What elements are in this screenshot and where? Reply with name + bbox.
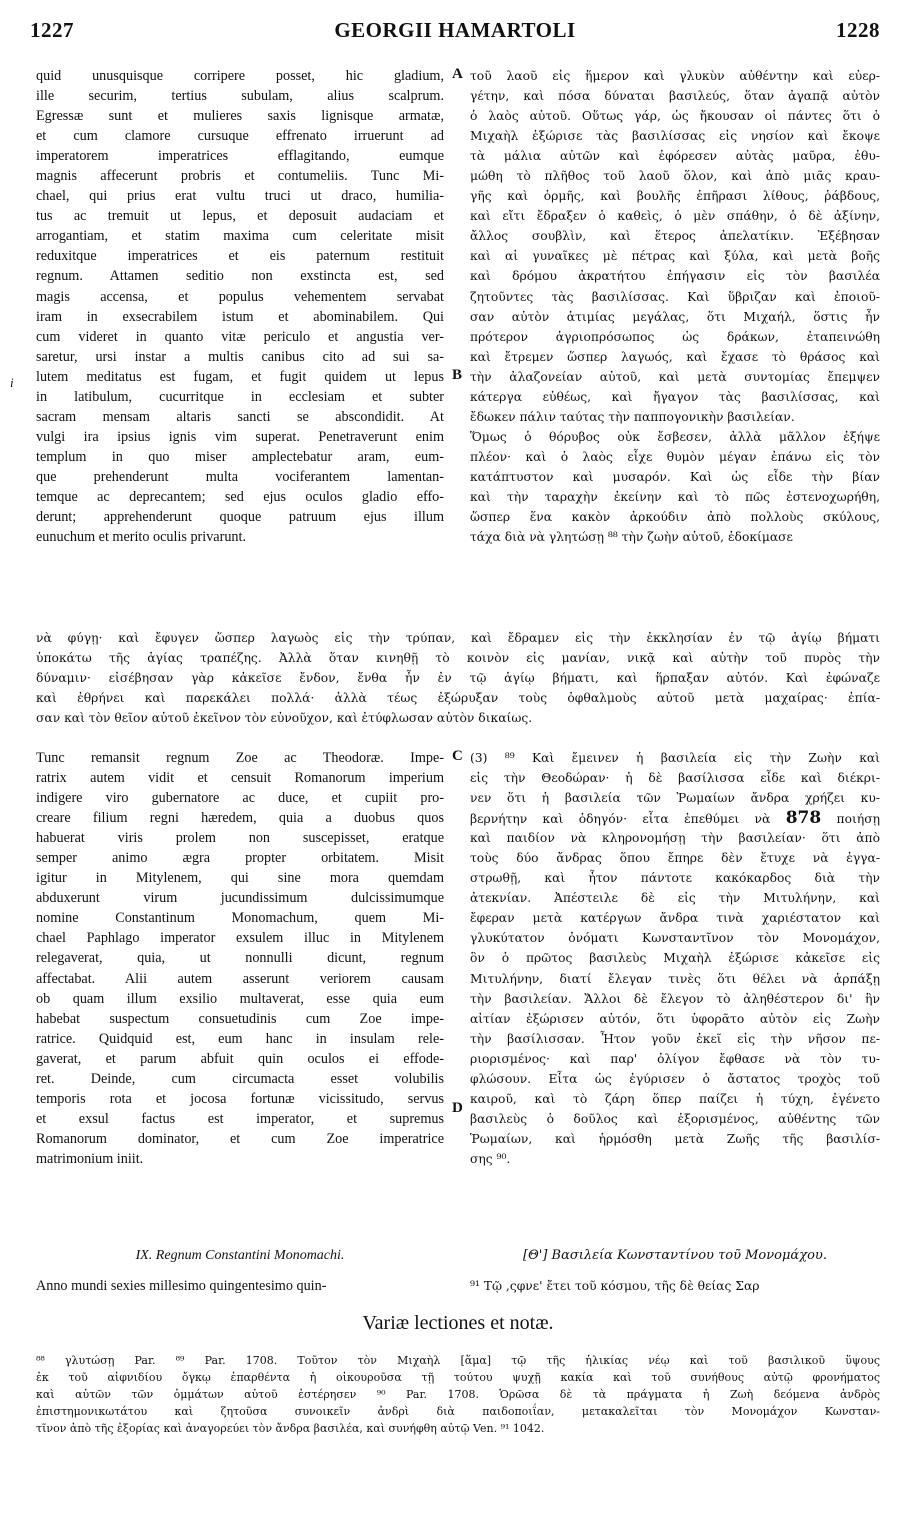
text-line: indigere viro gubernatore ac duce, et cupiit pro-	[36, 790, 444, 807]
latin-section-heading: IX. Regnum Constantini Monomachi.	[135, 1248, 345, 1263]
text-line: sacram mensam altaris sancti se abscondidit. At	[36, 408, 444, 425]
text-line: αἰτίαν ἐξώρισεν αὐτόν, ὅτι ὑφορᾶτο αὐτὸν εἰς Ζωὴν	[470, 1011, 880, 1026]
text-line: πρότερον ἀγριοπρόσωπος ὡς δράκων, ἐταπεινώθη	[470, 329, 880, 344]
text-line: γέτην, καὶ πόσα δύναται βασιλεύς, ὅταν ἀγαπᾷ αὐτὸν	[470, 89, 880, 104]
text-line: βερνήτην καὶ ὁδηγόν· εἶτα ἐπεθύμει νὰ 878 ποιήσῃ	[470, 808, 880, 829]
text-line: abduxerunt virum jucundissimum dulcissimumque	[36, 890, 444, 907]
text-line: ratrice. Quidquid est, eum hanc in insulam rele-	[36, 1030, 444, 1047]
text-line: καιροῦ, καὶ τὸ ζάρη ὅπερ παίζει ἡ τύχη, ἐγένετο	[470, 1091, 880, 1106]
text-line: ἐκ τοῦ αἰφνιδίου ὄγκῳ ἐπαρθέντα ἡ οἰκουροῦσα τῇ τούτου ψυχῇ κακία καὶ τοῦ συνήθους αὐτῷ φρονήματος	[36, 1371, 880, 1384]
text-line: τῖνον ἀπὸ τῆς ἐξορίας καὶ ἀναγορεύει τὸν ἄνδρα βασιλέα, καὶ συνήφθη αὐτῷ Ven. ⁹¹ 1042.	[36, 1422, 545, 1435]
text-line: semper animo ægra propter orbitatem. Misit	[36, 850, 444, 867]
text-line: τὴν βασίλισσαν. Ἦτον γοῦν ἐκεῖ εἰς τὴν νῆσον πε-	[470, 1031, 880, 1046]
inline-page-number: 878	[785, 808, 822, 829]
page-number-left: 1227	[30, 18, 74, 42]
text-line: ἄλλος σουβλὶν, καὶ ἕτερος ἀπελατίκιν. Ἐξέβησαν	[470, 229, 880, 244]
text-line: derunt; apprehenderunt quoque patruum ejus illum	[36, 509, 444, 526]
text-line: ⁸⁸ γλυτώσῃ Par. ⁸⁹ Par. 1708. Τοῦτον τὸν Μιχαὴλ [ἅμα] τῷ τῆς ἡλικίας νέῳ καὶ τοῦ βασιλικοῦ ὕψους	[36, 1354, 880, 1367]
text-line: τὰ μάλια αὐτῶν καὶ ἐφόρεσεν αὐτὰς μαῦρα, ἐθυ-	[470, 149, 880, 164]
margin-gloss: i	[10, 375, 14, 390]
inline-tail-text: ποιήσῃ	[821, 812, 880, 827]
greek-section-first-line	[470, 1276, 880, 1296]
margin-letter-c: C	[452, 748, 463, 764]
text-line: Μιχαὴλ ἐξώρισε τὰς βασιλίσσας εἰς νησίον καὶ ἔκοψε	[470, 129, 880, 144]
text-line: et exsul factus est imperator, et supremus	[36, 1110, 444, 1127]
text-line: καὶ τὴν ταραχὴν ἐκείνην καὶ τὸ πῶς ἐστενοχωρήθη,	[470, 489, 880, 504]
text-line: βασιλεὺς ὁ δοῦλος καὶ ἐξορισμένος, αὐθέντης τῶν	[470, 1111, 880, 1126]
text-line: quid unusquisque corripere posset, hic gladium,	[36, 68, 444, 84]
text-line: φλώσουν. Εἶτα ὡς ἐγύρισεν ὁ ἄστατος τροχὸς τοῦ	[470, 1071, 880, 1086]
text-line: γλυκύτατον ὀνόματι Κωνσταντῖνον τὸν Μονομάχον,	[470, 931, 880, 946]
text-line: vulgi ira ipsius ignis vim superat. Penetraverunt enim	[36, 428, 444, 445]
text-line: eunuchum et merito oculis privarunt.	[36, 529, 246, 546]
text-line: ὁ λαὸς αὐτοῦ. Οὕτως γάρ, ὡς ἤκουσαν οἱ πάντες ὅτι ὁ	[470, 109, 880, 124]
text-line: γῆς καὶ ὁρμῆς, καὶ βουλῆς ἐπῆρασι λίθους, ῥάβδους,	[470, 189, 880, 204]
text-line: Tunc remansit regnum Zoe ac Theodoræ. Impe-	[36, 750, 444, 766]
text-line: habebat suspectum consuetudinis cum Zoe impe-	[36, 1010, 444, 1027]
text-line: μώθη τὸ πλῆθος τοῦ λαοῦ ὅλον, καὶ ἀπὸ μιᾶς κραυ-	[470, 169, 880, 184]
running-title: GEORGII HAMARTOLI	[334, 18, 576, 42]
text-line: ratrix autem vidit et censuit Romanorum imperium	[36, 770, 444, 787]
text-line: imperatorem imperatrices efflagitando, eumque	[36, 148, 444, 165]
text-line: ille securim, tertius subulam, alius scalprum.	[36, 88, 444, 105]
text-line: Egressæ sunt et mulieres saxis lignisque armatæ,	[36, 108, 444, 125]
text-line: ὑποκάτω τῆς ἁγίας τραπέζης. Ἀλλὰ ὅταν κινηθῇ τὸ κοινὸν εἰς μανίαν, νικᾷ καὶ αὐτὴν τοῦ πυρὸς τὴν	[36, 651, 880, 666]
text-line: saretur, ursi instar a multis canibus cito ad sui sa-	[36, 348, 444, 365]
text-line: νὰ φύγῃ· καὶ ἔφυγεν ὥσπερ λαγωὸς εἰς τὴν τρύπαν, καὶ ἔδραμεν εἰς τὴν ἐκκλησίαν ἐν τῷ ἁγίῳ βήματι	[36, 631, 880, 645]
text-line: καὶ ἔτρεμεν ὥσπερ λαγωός, καὶ ἔχασε τὸ θράσος καὶ	[470, 349, 880, 364]
text-line: ret. Deinde, cum circumacta esset volubilis	[36, 1070, 444, 1087]
text-line: iram in exsecrabilem istum et abominabilem. Qui	[36, 308, 444, 325]
text-line: εἰς τὴν Θεοδώραν· ἡ δὲ βασίλισσα εἶδε καὶ διέκρι-	[470, 771, 880, 786]
greek-first-line-text: ⁹¹ Τῷ ,ςφνε' ἔτει τοῦ κόσμου, τῆς δὲ θείας Σαρ	[470, 1279, 760, 1293]
text-line: καὶ αἱ γυναῖκες μὲ πέτρας καὶ ξύλα, καὶ μετὰ βοῆς	[470, 249, 880, 264]
text-line: habuerat viris prolem non suscepisset, eratque	[36, 830, 444, 847]
latin-column-bottom	[36, 748, 444, 1169]
text-line: Μιτυλήνην, διατί ἔλεγαν τινὲς ὅτι θέλει νὰ ἁρπάξῃ	[470, 971, 880, 986]
variant-notes	[36, 1352, 880, 1437]
text-line: matrimonium iniit.	[36, 1150, 144, 1167]
text-line: in latibulum, cucurritque in ecclesiam et subter	[36, 388, 444, 405]
text-line: ἀτεκνίαν. Ἀπέστειλε δὲ εἰς τὴν Μιτυλήνην, καὶ	[470, 891, 880, 906]
margin-letter-d: D	[452, 1100, 463, 1116]
text-line: que prehenderunt multa vociferantem lamentan-	[36, 468, 444, 485]
text-line: chael, qui prius erat vultu truci ut draco, humilia-	[36, 188, 444, 205]
text-line: templum in quo miser amplectebatur aram, eum-	[36, 448, 444, 465]
text-line: Romanorum dominator, et cum Zoe imperatrice	[36, 1130, 444, 1147]
text-line: καὶ εἴτι ἔδραξεν ὁ καθεὶς, ὁ μὲν σπάθην, ὁ δὲ ἀξίνην,	[470, 209, 880, 224]
text-line: νεν ὅτι ἡ βασιλεία τῶν Ῥωμαίων ἄνδρα χρήζει κυ-	[470, 791, 880, 806]
text-line: καὶ αὐτῶν τῶν ὀμμάτων αὐτοῦ ἐστέρησεν ⁹⁰ Par. 1708. Ὁρῶσα δὲ τὰ πράγματα ἡ Ζωὴ δεόμενα ἀνδρὸς	[36, 1388, 880, 1401]
text-line: chael Paphlago imperator exsulem illuc in Mitylenem	[36, 930, 444, 947]
text-line: σαν καὶ τὸν θεῖον αὐτοῦ ἐκεῖνον τὸν εὐνοῦχον, καὶ ἐτύφλωσαν αὐτὸν δικαίως.	[36, 711, 533, 726]
text-line: σαν αὐτὸν ἀτιμίας μεγάλας, ὅτι Μιχαήλ, ὅστις ἦν	[470, 309, 880, 324]
text-line: τάχα διὰ νὰ γλητώσῃ ⁸⁸ τὴν ζωὴν αὐτοῦ, ἐδοκίμασε	[470, 530, 793, 545]
text-line: ζητοῦντες τὰς βασιλίσσας. Καὶ ὕβριζαν καὶ ἐποιοῦ-	[470, 289, 880, 304]
text-line: lutem meditatus est fugam, et fugit quidem ut lepus	[36, 368, 444, 385]
latin-column-top	[36, 66, 444, 547]
text-line: καὶ παιδίον νὰ κληρονομήσῃ τὴν βασιλείαν· ὅτι ἀπὸ	[470, 831, 880, 846]
latin-section-first-line	[36, 1276, 444, 1296]
text-line: τοῦ λαοῦ εἰς ἥμερον καὶ γλυκὺν αὐθέντην καὶ εὐερ-	[470, 69, 880, 83]
text-line: arrogantiam, et statim maxima cum celeritate misit	[36, 228, 444, 245]
text-line: affectabat. Alii autem asserunt veriorem causam	[36, 970, 444, 987]
text-line: ἔδωκεν πάλιν ταύτας τὴν παππογονικὴν βασιλείαν.	[470, 409, 795, 424]
text-line: τὴν ἀλαζονείαν αὐτοῦ, καὶ μετὰ συντομίας ἔπεμψεν	[470, 369, 880, 384]
greek-full-width-passage	[36, 628, 880, 728]
text-line: relegaverat, quia, ut nonnulli dicunt, regnum	[36, 950, 444, 967]
text-line: reduxitque imperatrices et eis paternum restituit	[36, 248, 444, 265]
text-line: ἔφεραν μετὰ κατέργων ἄνδρα τινὰ χαριέστατον καὶ	[470, 911, 880, 926]
page-number-right: 1228	[836, 18, 880, 42]
latin-first-line-text: Anno mundi sexies millesimo quingentesimo quin-	[36, 1278, 327, 1294]
text-line: καὶ δρόμου ἀκρατήτου ἐπήγασιν εἰς τὸν βασιλέα	[470, 269, 880, 284]
text-line: magnis affecerunt probris et contumeliis. Tunc Mi-	[36, 168, 444, 185]
text-line: nomine Constantinum Monomachum, quem Mi-	[36, 910, 444, 927]
text-line: creare filium regni hæredem, quia a duobus quos	[36, 810, 444, 827]
margin-letter-b: B	[452, 367, 463, 383]
text-line: τὴν βασιλείαν. Ἄλλοι δὲ ἔλεγον τὸ ἀληθέστερον δι' ἣν	[470, 991, 880, 1006]
text-line: gaverat, et parum abfuit quin oculos ei effode-	[36, 1050, 444, 1067]
text-line: temque ac deprecantem; sed ejus oculos gladio effo-	[36, 488, 444, 505]
text-line: ὥσπερ ἕνα κακὸν ἀρκούδιν ἀπὸ πολλοὺς σκύλους,	[470, 510, 880, 525]
text-line: Ῥωμαίων, καὶ ἡρμόσθη μετὰ Ζωῆς τῆς βασιλίσ-	[470, 1131, 880, 1146]
text-line: tus ac tremuit ut lepus, et deposuit audaciam et	[36, 208, 444, 225]
text-line: regnum. Attamen seditio non exstincta est, sed	[36, 268, 444, 285]
greek-column-bottom	[470, 748, 880, 1169]
text-line: καὶ ἐθρήνει καὶ παρεκάλει πολλά· ἀλλὰ τέως ἐξώρυξαν τοὺς ὀφθαλμοὺς αὐτοῦ μετὰ μαχαίρας· ἐπία-	[36, 691, 880, 706]
text-line: ob quam illum exsilio multaverat, esse quia eum	[36, 990, 444, 1007]
text-line: (3) ⁸⁹ Καὶ ἔμεινεν ἡ βασιλεία εἰς τὴν Ζωὴν καὶ	[470, 751, 880, 765]
text-line: Ὅμως ὁ θόρυβος οὐκ ἔσβεσεν, ἀλλὰ μᾶλλον ἐξήψε	[470, 429, 880, 444]
text-line: κατάπτυστον καὶ μυσαρόν. Καὶ ὡς εἶδε τὴν βίαν	[470, 469, 880, 484]
text-line: temporis rota et jocosa fortunæ vicissitudo, servus	[36, 1090, 444, 1107]
notes-heading: Variæ lectiones et notæ.	[362, 1312, 554, 1334]
text-line: σης ⁹⁰.	[470, 1151, 511, 1166]
text-line: magis accensa, et populus vehementem servabat	[36, 288, 444, 305]
text-line: ἐπιστημονικωτάτου καὶ ζητοῦσα συνοικεῖν ἀνδρὶ διὰ παιδοποιΐαν, μετακαλεῖται τὸν Μονομάχον Κωνσταν-	[36, 1405, 880, 1418]
greek-column-top	[470, 66, 880, 547]
margin-letter-a: A	[452, 66, 463, 82]
text-line: igitur in Mitylenem, qui sine mora quemdam	[36, 870, 444, 887]
text-line: στρωθῇ, καὶ ἦτον πάντοτε κακόκαρδος διὰ τὴν	[470, 871, 880, 886]
text-line: πλέον· καὶ ὁ λαὸς εἶχε θυμὸν μέγαν ἐπάνω εἰς τὸν	[470, 449, 880, 464]
text-line: ριορισμένος· καὶ παρ' ὀλίγον ἔφθασε νὰ τὸν τυ-	[470, 1051, 880, 1066]
text-line: δύναμιν· εἰσέβησαν γὰρ κἀκεῖσε ἔνδον, ἔνθα ἦν ἐν τῷ ἁγίῳ βήματι, καὶ ἥρπαξαν αὐτόν. Καὶ ἐφώναζε	[36, 671, 880, 686]
text-line: τοὺς δύο ἄνδρας ὅπου ἔπηρε δὲν ἔτυχε νὰ ἐγγα-	[470, 851, 880, 866]
text-line: et cum clamore cursuque effrenato irruerunt ad	[36, 128, 444, 145]
text-line: cum videret in quanto vitæ periculo et angustia ver-	[36, 328, 444, 345]
text-line: ὃν ὁ πρῶτος βασιλεὺς Μιχαὴλ ἐξώρισε κἀκεῖσε εἰς	[470, 951, 880, 966]
greek-section-heading: [Θ'] Βασιλεία Κωνσταντίνου τοῦ Μονομάχου.	[523, 1248, 827, 1263]
page-header	[30, 18, 880, 48]
text-line: κάτεργα εὐθέως, καὶ ἤγαγον τὰς βασιλίσσας, καὶ	[470, 389, 880, 404]
